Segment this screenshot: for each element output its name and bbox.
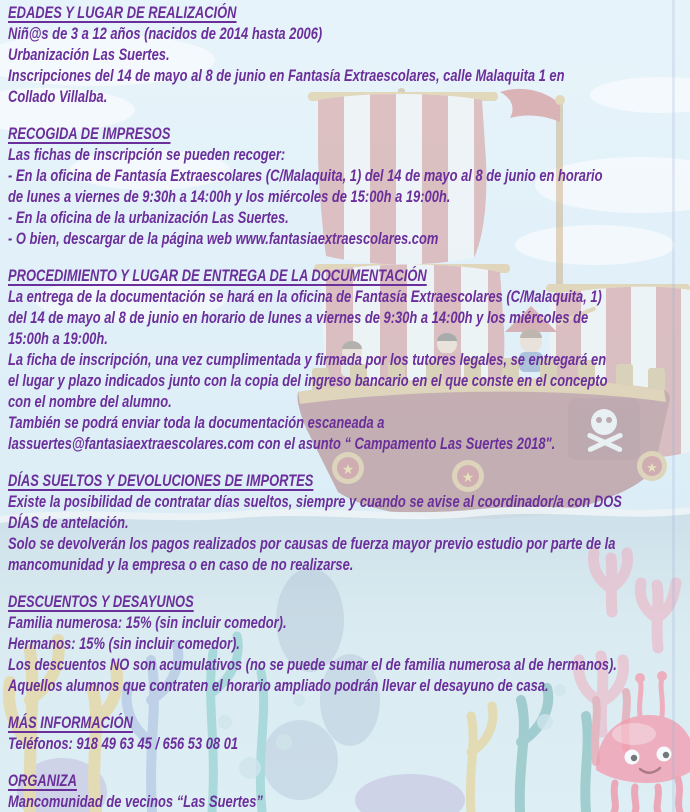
text-line: de lunes a viernes de 9:30h a 14:00h y los miércoles de 15:00h a 19:00h. (8, 187, 451, 206)
section-descuentos (8, 591, 690, 696)
section-mas-informacion (8, 712, 690, 754)
section-heading-procedimiento: PROCEDIMIENTO Y LUGAR DE ENTREGA DE LA DOCUMENTACIÓN (8, 266, 427, 285)
section-heading-organiza: ORGANIZA (8, 771, 77, 790)
text-line: DÍAS de antelación. (8, 513, 129, 532)
text-line: - En la oficina de la urbanización Las Suertes. (8, 208, 289, 227)
text-line: - O bien, descargar de la página web www.fantasiaextraescolares.com (8, 229, 439, 248)
flyer-text (8, 2, 690, 812)
section-edades (8, 2, 690, 107)
section-heading-mas-informacion: MÁS INFORMACIÓN (8, 713, 133, 732)
text-line: Collado Villalba. (8, 87, 108, 106)
svg-text:★: ★ (461, 469, 475, 485)
text-line: Los descuentos NO son acumulativos (no se puede sumar el de familia numerosa al de hermanos). (8, 655, 617, 674)
section-heading-recogida: RECOGIDA DE IMPRESOS (8, 124, 171, 143)
text-line: Familia numerosa: 15% (sin incluir comedor). (8, 613, 287, 632)
text-line-organizer: Mancomunidad de vecinos “Las Suertes” (8, 792, 263, 811)
text-line: Existe la posibilidad de contratar días sueltos, siempre y cuando se avise al coordinador/a con DOS (8, 492, 622, 511)
text-line: Solo se devolverán los pagos realizados por causas de fuerza mayor previo estudio por parte de la (8, 534, 616, 553)
svg-text:★: ★ (341, 461, 355, 477)
text-line: - En la oficina de Fantasía Extraescolares (C/Malaquita, 1) del 14 de mayo al 8 de junio en horario (8, 166, 603, 185)
section-organiza (8, 770, 690, 812)
text-line: mancomunidad y la empresa o en caso de no realizarse. (8, 555, 354, 574)
section-dias-sueltos (8, 470, 690, 575)
text-line: Aquellos alumnos que contraten el horario ampliado podrán llevar el desayuno de casa. (8, 676, 549, 695)
text-line: La ficha de inscripción, una vez cumplimentada y firmada por los tutores legales, se entregará en (8, 350, 607, 369)
text-line: Hermanos: 15% (sin incluir comedor). (8, 634, 240, 653)
text-line: La entrega de la documentación se hará en la oficina de Fantasía Extraescolares (C/Malaquita, 1) (8, 287, 602, 306)
text-line: lassuertes@fantasiaextraescolares.com con el asunto “ Campamento Las Suertes 2018". (8, 434, 556, 453)
text-line: 15:00h a 19:00h. (8, 329, 108, 348)
section-heading-descuentos: DESCUENTOS Y DESAYUNOS (8, 592, 194, 611)
section-heading-dias-sueltos: DÍAS SUELTOS Y DEVOLUCIONES DE IMPORTES (8, 471, 314, 490)
text-line: Las fichas de inscripción se pueden recoger: (8, 145, 286, 164)
section-heading-edades: EDADES Y LUGAR DE REALIZACIÓN (8, 3, 237, 22)
text-line: el lugar y plazo indicados junto con la copia del ingreso bancario en el que conste en el concepto (8, 371, 608, 390)
text-line: Urbanización Las Suertes. (8, 45, 170, 64)
section-procedimiento (8, 265, 690, 454)
text-line: Niñ@s de 3 a 12 años (nacidos de 2014 hasta 2006) (8, 24, 323, 43)
text-line: con el nombre del alumno. (8, 392, 172, 411)
text-line: También se podrá enviar toda la documentación escaneada a (8, 413, 385, 432)
svg-text:★: ★ (646, 460, 658, 475)
text-line: del 14 de mayo al 8 de junio en horario de lunes a viernes de 9:30h a 14:00h y los miércoles de (8, 308, 589, 327)
text-line-phones: Teléfonos: 918 49 63 45 / 656 53 08 01 (8, 734, 239, 753)
text-line: Inscripciones del 14 de mayo al 8 de junio en Fantasía Extraescolares, calle Malaquita 1 en (8, 66, 565, 85)
section-recogida (8, 123, 690, 249)
